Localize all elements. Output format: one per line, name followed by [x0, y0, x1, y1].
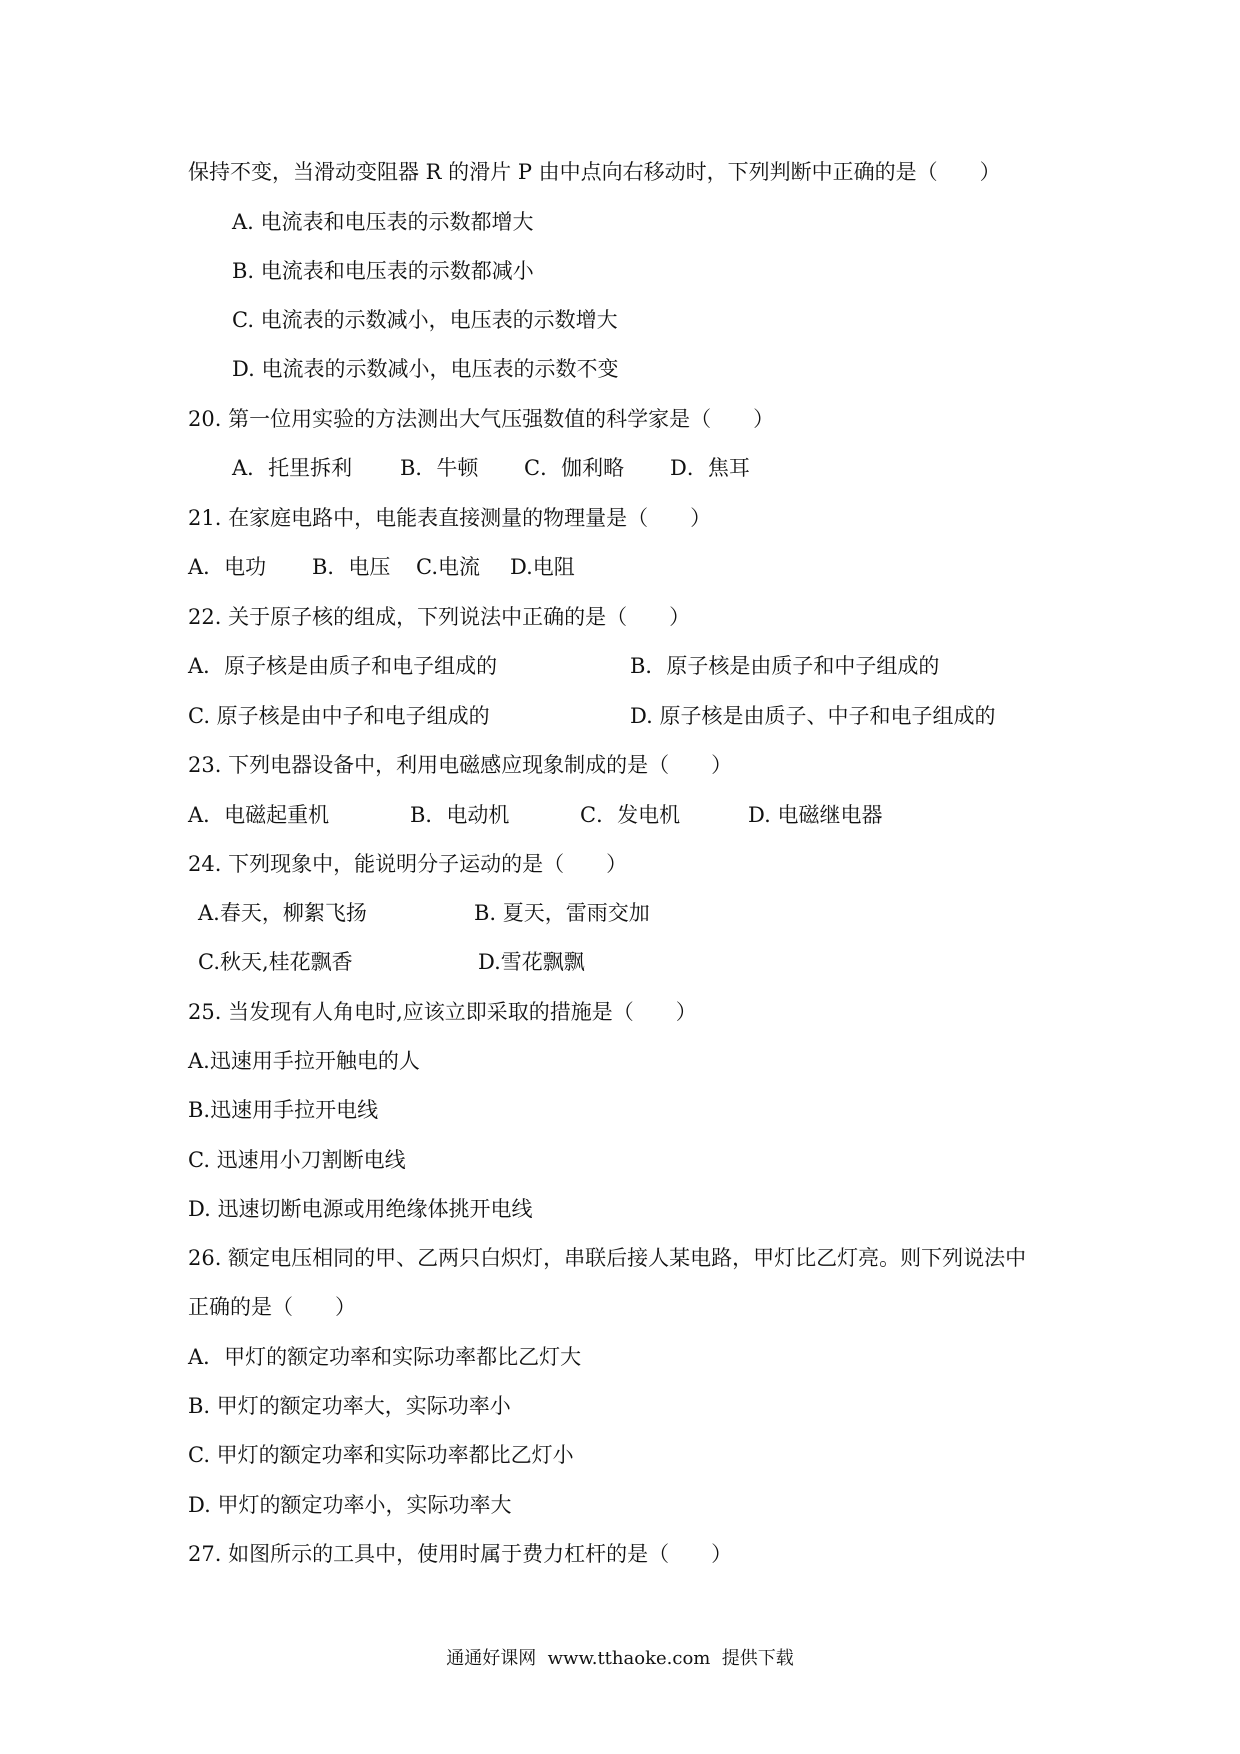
q23-option-d: D. 电磁继电器 [748, 803, 883, 827]
q20-option-d: D．焦耳 [670, 456, 750, 480]
question-23-stem: 23. 下列电器设备中，利用电磁感应现象制成的是（ ） [188, 753, 733, 777]
q19-option-c: C. 电流表的示数减小，电压表的示数增大 [232, 308, 618, 332]
question-22-stem: 22. 关于原子核的组成，下列说法中正确的是（ ） [188, 605, 691, 629]
q24-options-row-2 [198, 948, 998, 976]
q21-option-a: A．电功 [188, 555, 267, 579]
q23-options-row [188, 801, 1088, 829]
question-24-stem: 24. 下列现象中，能说明分子运动的是（ ） [188, 852, 628, 876]
q19-option-b: B. 电流表和电压表的示数都减小 [232, 259, 534, 283]
q23-option-a: A．电磁起重机 [188, 803, 330, 827]
q22-option-a: A．原子核是由质子和电子组成的 [188, 654, 498, 678]
q20-option-c: C．伽利略 [524, 456, 625, 480]
q19-option-a: A. 电流表和电压表的示数都增大 [232, 210, 534, 234]
question-19-continuation: 保持不变，当滑动变阻器 R 的滑片 P 由中点向右移动时，下列判断中正确的是（ ） [188, 160, 1001, 184]
q22-options-row-1 [188, 652, 1088, 680]
question-26-stem-line-2: 正确的是（ ） [188, 1295, 356, 1319]
q22-option-c: C. 原子核是由中子和电子组成的 [188, 704, 490, 728]
q21-option-b: B．电压 [312, 555, 391, 579]
q25-option-c: C. 迅速用小刀割断电线 [188, 1148, 406, 1172]
q24-option-a: A.春天，柳絮飞扬 [198, 901, 367, 925]
q24-option-b: B. 夏天，雷雨交加 [474, 901, 650, 925]
question-21-stem: 21. 在家庭电路中，电能表直接测量的物理量是（ ） [188, 506, 712, 530]
q20-option-b: B．牛顿 [400, 456, 479, 480]
q20-options-row [232, 454, 832, 482]
q21-options-row [188, 553, 788, 581]
question-20-stem: 20. 第一位用实验的方法测出大气压强数值的科学家是（ ） [188, 407, 775, 431]
page-footer: 通通好课网 www.tthaoke.com 提供下载 [446, 1648, 794, 1669]
q24-options-row-1 [198, 899, 998, 927]
q23-option-c: C．发电机 [580, 803, 681, 827]
q24-option-c: C.秋天,桂花飘香 [198, 950, 353, 974]
q22-option-d: D. 原子核是由质子、中子和电子组成的 [630, 704, 996, 728]
q22-options-row-2 [188, 702, 1088, 730]
q26-option-b: B. 甲灯的额定功率大，实际功率小 [188, 1394, 511, 1418]
q21-option-d: D.电阻 [510, 555, 575, 579]
q21-option-c: C.电流 [416, 555, 480, 579]
question-27-stem: 27. 如图所示的工具中，使用时属于费力杠杆的是（ ） [188, 1542, 733, 1566]
q25-option-d: D. 迅速切断电源或用绝缘体挑开电线 [188, 1197, 533, 1221]
q25-option-b: B.迅速用手拉开电线 [188, 1098, 379, 1122]
q19-option-d: D. 电流表的示数减小，电压表的示数不变 [232, 357, 619, 381]
q26-option-c: C. 甲灯的额定功率和实际功率都比乙灯小 [188, 1443, 574, 1467]
question-26-stem-line-1: 26. 额定电压相同的甲、乙两只白炽灯，串联后接人某电路，甲灯比乙灯亮。则下列说法中 [188, 1246, 1027, 1270]
q25-option-a: A.迅速用手拉开触电的人 [188, 1049, 420, 1073]
q24-option-d: D.雪花飘飘 [478, 950, 585, 974]
question-25-stem: 25. 当发现有人角电时,应该立即采取的措施是（ ） [188, 1000, 697, 1024]
q26-option-a: A．甲灯的额定功率和实际功率都比乙灯大 [188, 1345, 582, 1369]
q22-option-b: B．原子核是由质子和中子组成的 [630, 654, 940, 678]
q20-option-a: A．托里拆利 [232, 456, 353, 480]
q23-option-b: B．电动机 [410, 803, 510, 827]
q26-option-d: D. 甲灯的额定功率小，实际功率大 [188, 1493, 512, 1517]
